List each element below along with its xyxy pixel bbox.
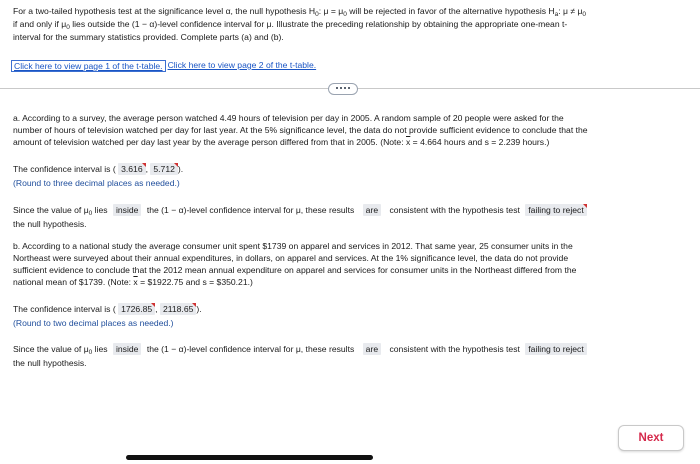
ellipsis-icon [336, 87, 350, 91]
intro-text: lies outside the (1 − α)-level confidence interval for μ. Illustrate the preceding relationship by obtaining the appropriate one-mean t- [69, 19, 568, 29]
intro-text: : μ = μ [318, 6, 344, 16]
part-b-conclusion-line [13, 343, 587, 359]
part-b-question-line-4 [13, 276, 253, 288]
subscript: 0 [582, 11, 587, 18]
ci-separator: , [155, 304, 158, 314]
intro-text: For a two-tailed hypothesis test at the significance level α, the null hypothesis H [13, 6, 316, 16]
xbar-symbol: $\overline{x}$ [133, 277, 138, 287]
lies-answer[interactable]: inside [113, 343, 141, 355]
ci-upper-answer[interactable]: 5.712 [150, 163, 178, 175]
question-text: national mean of $1739. (Note: [13, 277, 134, 287]
intro-line-3: interval for the summary statistics provided. Complete parts (a) and (b). [13, 32, 284, 42]
part-b-question-line-1: b. According to a national study the average consumer unit spent $1739 on apparel and services in 2012. That same year, 25 consumer units in the [13, 241, 573, 251]
part-a-round-note: (Round to three decimal places as needed.) [13, 178, 180, 188]
question-text: = $1922.75 and s = $350.21.) [137, 277, 253, 287]
part-b-round-note: (Round to two decimal places as needed.) [13, 318, 174, 328]
t-table-links [11, 60, 318, 72]
conclusion-text: lies [92, 205, 108, 215]
t-table-page-2-link[interactable]: Click here to view page 2 of the t-table. [167, 60, 317, 70]
intro-text: : μ ≠ μ [558, 6, 583, 16]
part-a-conclusion-line [13, 204, 587, 220]
ci-separator: , [145, 164, 148, 174]
part-a-question-line-1: a. According to a survey, the average person watched 4.49 hours of television per day in 2005. A random sample of 20 people were asked for the [13, 113, 564, 123]
conclusion-text: Since the value of μ [13, 205, 89, 215]
part-b-question-line-2: Northeast were surveyed about their annual expenditures, in dollars, on apparel and services. At the 1% significance level, the data do not provide [13, 253, 569, 263]
conclusion-text: consistent with the hypothesis test [389, 344, 520, 354]
subscript: a [554, 11, 559, 18]
intro-text: will be rejected in favor of the alternative hypothesis H [346, 6, 555, 16]
part-b-question-line-3: sufficient evidence to conclude that the 2012 mean annual expenditure on apparel and services for consumer units in the Northeast differed from the [13, 265, 577, 275]
subscript: 0 [88, 349, 93, 356]
conclusion-text: consistent with the hypothesis test [389, 205, 520, 215]
results-answer[interactable]: are [363, 343, 381, 355]
expand-more-button[interactable] [328, 83, 358, 95]
ci-lower-answer[interactable]: 3.616 [118, 163, 146, 175]
question-text: amount of television watched per day last year by the average person differed from that in 2005. (Note: [13, 137, 406, 147]
ci-lower-answer[interactable]: 1726.85 [118, 303, 155, 315]
ci-label: The confidence interval is ( [13, 164, 116, 174]
hypothesis-test-answer[interactable]: failing to reject [525, 343, 586, 355]
subscript: 0 [66, 24, 70, 31]
part-b-ci-line [13, 303, 202, 315]
part-b-conclusion-end: the null hypothesis. [13, 358, 87, 368]
t-table-page-1-link[interactable]: Click here to view page 1 of the t-table. [11, 60, 166, 72]
ci-close: ). [196, 304, 202, 314]
part-a-question-line-2: number of hours of television watched per day for last year. At the 5% significance level, the data do not provide sufficient evidence to conclude that the [13, 125, 588, 135]
conclusion-text: lies [92, 344, 108, 354]
next-button[interactable]: Next [618, 425, 684, 451]
subscript: 0 [343, 11, 347, 18]
hypothesis-test-answer[interactable]: failing to reject [525, 204, 586, 216]
lies-answer[interactable]: inside [113, 204, 141, 216]
results-answer[interactable]: are [363, 204, 381, 216]
xbar-symbol: $\overline{x}$ [406, 137, 411, 147]
conclusion-text: the (1 − α)-level confidence interval for μ, these results [146, 344, 355, 354]
ci-label: The confidence interval is ( [13, 304, 116, 314]
subscript: 0 [315, 11, 319, 18]
ci-upper-answer[interactable]: 2118.65 [160, 303, 196, 315]
subscript: 0 [88, 210, 93, 217]
conclusion-text: Since the value of μ [13, 344, 89, 354]
part-a-ci-line [13, 163, 183, 175]
question-text: = 4.664 hours and s = 2.239 hours.) [410, 137, 550, 147]
home-indicator-bar [126, 455, 373, 460]
part-a-conclusion-end: the null hypothesis. [13, 219, 87, 229]
conclusion-text: the (1 − α)-level confidence interval for μ, these results [146, 205, 355, 215]
part-a-question-line-3 [13, 136, 549, 148]
intro-text: if and only if μ [13, 19, 67, 29]
ci-close: ). [177, 164, 184, 174]
